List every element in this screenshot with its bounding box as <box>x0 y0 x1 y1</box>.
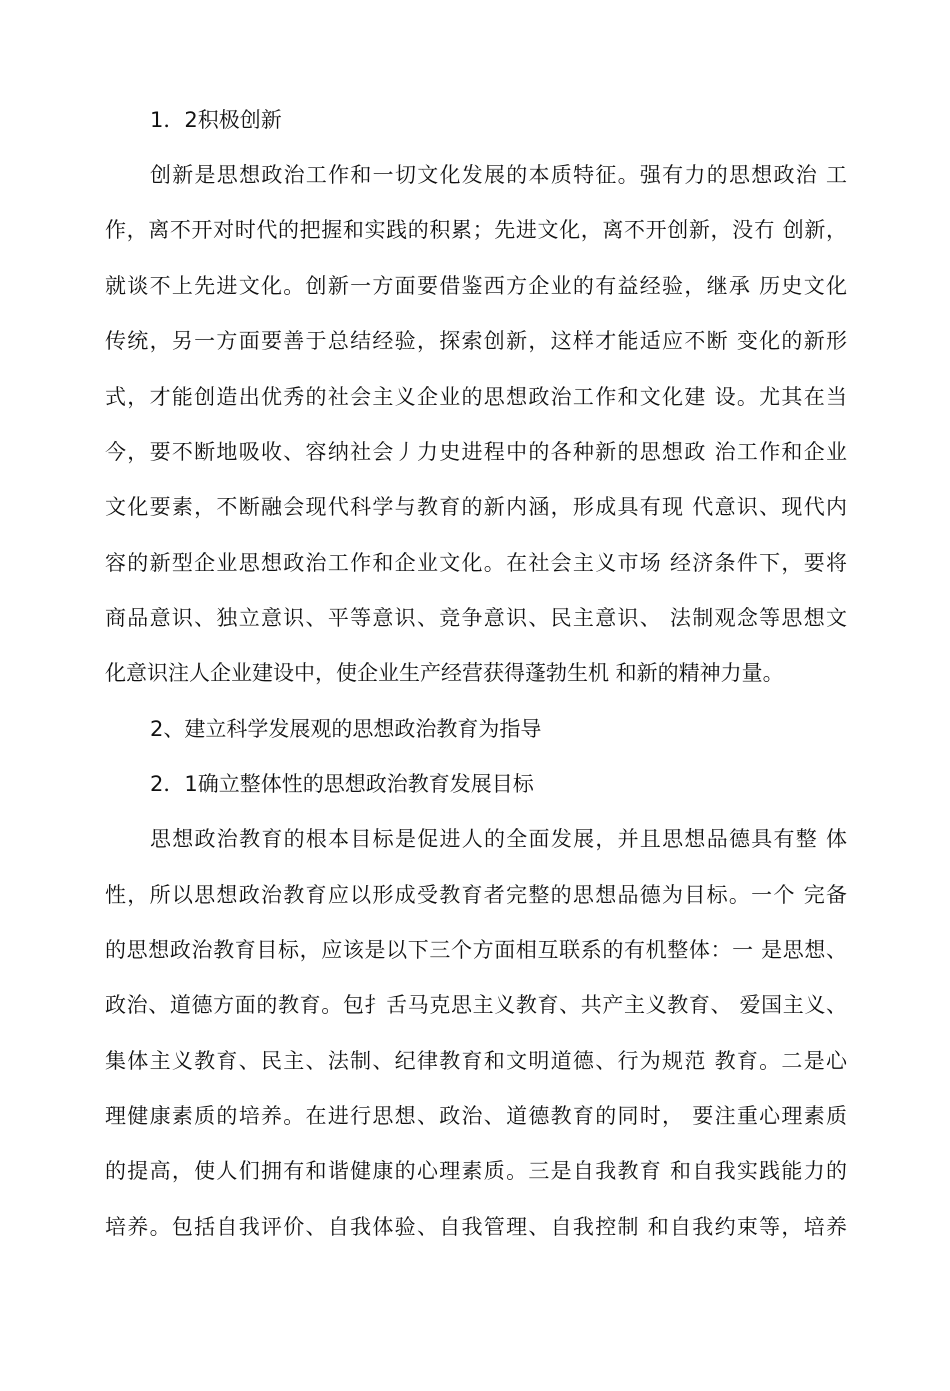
paragraph-line: 创新是思想政治工作和一切文化发展的本质特征。强有力的思想政治 工 <box>150 163 847 187</box>
paragraph-line: 政治、道德方面的教育。包扌舌马克思主义教育、共产主义教育、 爱国主义、 <box>105 993 847 1017</box>
paragraph-line: 作，离不开对时代的把握和实践的积累；先进文化，离不开创新，没冇 创新， <box>105 218 847 242</box>
section-heading-2-1: 2．1确立整体性的思想政治教育发展目标 <box>150 772 534 796</box>
paragraph-line: 式，才能创造出优秀的社会主义企业的思想政治工作和文化建 设。尤其在当 <box>105 385 847 409</box>
paragraph-line: 思想政治教育的根本目标是促进人的全面发展，并且思想品德具有整 体 <box>150 827 847 851</box>
paragraph-line: 理健康素质的培养。在进行思想、政治、道德教育的同时， 要注重心理素质 <box>105 1104 847 1128</box>
paragraph-line: 性，所以思想政治教育应以形成受教育者完整的思想品德为目标。一个 完备 <box>105 883 847 907</box>
paragraph-line: 今，要不断地吸收、容纳社会丿力史进程中的各种新的思想政 治工作和企业 <box>105 440 847 464</box>
section-heading-1-2: 1．2积极创新 <box>150 108 282 132</box>
paragraph-line: 传统，另一方面要善于总结经验，探索创新，这样才能适应不断 变化的新形 <box>105 329 847 353</box>
paragraph-line: 就谈不上先进文化。创新一方面要借鉴西方企业的有益经验，继承 历史文化 <box>105 274 847 298</box>
paragraph-line: 容的新型企业思想政治工作和企业文化。在社会主义市场 经济条件下，要将 <box>105 551 847 575</box>
paragraph-line: 化意识注人企业建设中，使企业生产经营获得蓬勃生机 和新的精神力量。 <box>105 661 784 685</box>
paragraph-line: 文化要素，不断融会现代科学与教育的新内涵，形成具有现 代意识、现代内 <box>105 495 847 519</box>
paragraph-line: 商品意识、独立意识、平等意识、竞争意识、民主意识、 法制观念等思想文 <box>105 606 847 630</box>
paragraph-line: 培养。包括自我评价、自我体验、自我管理、自我控制 和自我约束等，培养 <box>105 1215 847 1239</box>
paragraph-line: 集体主义教育、民主、法制、纪律教育和文明道德、行为规范 教育。二是心 <box>105 1049 847 1073</box>
section-heading-2: 2、建立科学发展观的思想政治教育为指导 <box>150 717 542 741</box>
paragraph-line: 的提高，使人们拥有和谐健康的心理素质。三是自我教育 和自我实践能力的 <box>105 1159 847 1183</box>
paragraph-line: 的思想政治教育目标，应该是以下三个方面相互联系的有机整体：一 是思想、 <box>105 938 847 962</box>
